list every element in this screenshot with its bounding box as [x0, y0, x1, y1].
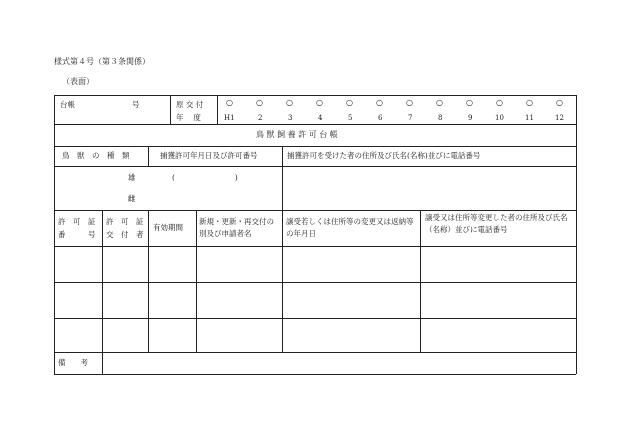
ledger-title: 鳥 獣 飼 養 許 可 台 帳	[256, 130, 338, 139]
year-label-2: 2	[258, 114, 263, 122]
issuer-label-2: 交 付 者	[106, 230, 144, 239]
capture-permit-header: 捕獲許可年月日及び許可番号	[160, 151, 258, 160]
species-header: 鳥 獣 の 種 類	[62, 151, 130, 160]
year-label-h1: H1	[224, 114, 235, 122]
transfer-date-label: 譲受若しくは住所等の変更又は返納等の年月日	[286, 217, 414, 238]
permit-paren: ( )	[172, 173, 238, 182]
year-label-5: 5	[348, 114, 353, 122]
year-checkbox-11[interactable]: ○	[526, 98, 533, 107]
issuer-label-1: 許 可 証	[106, 217, 144, 226]
original-issue-label: 原 交 付	[176, 100, 204, 109]
year-checkbox-9[interactable]: ○	[466, 98, 473, 107]
year-checkbox-h1[interactable]: ○	[226, 98, 233, 107]
year-label-8: 8	[438, 114, 443, 122]
year-checkbox-7[interactable]: ○	[406, 98, 413, 107]
application-label: 新規・更新・再交付の別及び申請者名	[199, 217, 274, 238]
form-title: 様式第４号（第３条関係）	[54, 57, 150, 66]
year-checkbox-8[interactable]: ○	[436, 98, 443, 107]
year-checkbox-12[interactable]: ○	[556, 98, 563, 107]
validity-label: 有効期間	[153, 223, 183, 232]
year-checkbox-6[interactable]: ○	[376, 98, 383, 107]
year-checkbox-2[interactable]: ○	[256, 98, 263, 107]
remarks-label: 備 考	[58, 358, 88, 367]
year-checkbox-10[interactable]: ○	[496, 98, 503, 107]
year-label-9: 9	[468, 114, 473, 122]
year-label-3: 3	[288, 114, 293, 122]
fiscal-year-label: 年 度	[176, 113, 201, 122]
male-label: 雄	[128, 173, 136, 182]
year-checkbox-3[interactable]: ○	[286, 98, 293, 107]
year-label-7: 7	[408, 114, 413, 122]
year-checkbox-4[interactable]: ○	[316, 98, 323, 107]
year-label-12: 12	[555, 114, 564, 122]
year-checkbox-5[interactable]: ○	[346, 98, 353, 107]
permit-number-label-1: 許 可 証	[58, 217, 96, 226]
ledger-label: 台帳	[60, 100, 75, 109]
transferee-label: 譲受又は住所等変更した者の住所及び氏名（名称）並びに電話番号	[425, 213, 568, 234]
permit-number-label-2: 番 号	[58, 230, 96, 239]
year-label-4: 4	[318, 114, 323, 122]
year-label-6: 6	[378, 114, 383, 122]
number-label: 号	[132, 100, 140, 109]
side-label: （表面）	[62, 77, 94, 86]
year-label-11: 11	[525, 114, 534, 122]
female-label: 雌	[128, 194, 136, 203]
year-label-10: 10	[495, 114, 504, 122]
holder-address-header: 捕獲許可を受けた者の住所及び氏名(名称)並びに電話番号	[287, 151, 481, 160]
